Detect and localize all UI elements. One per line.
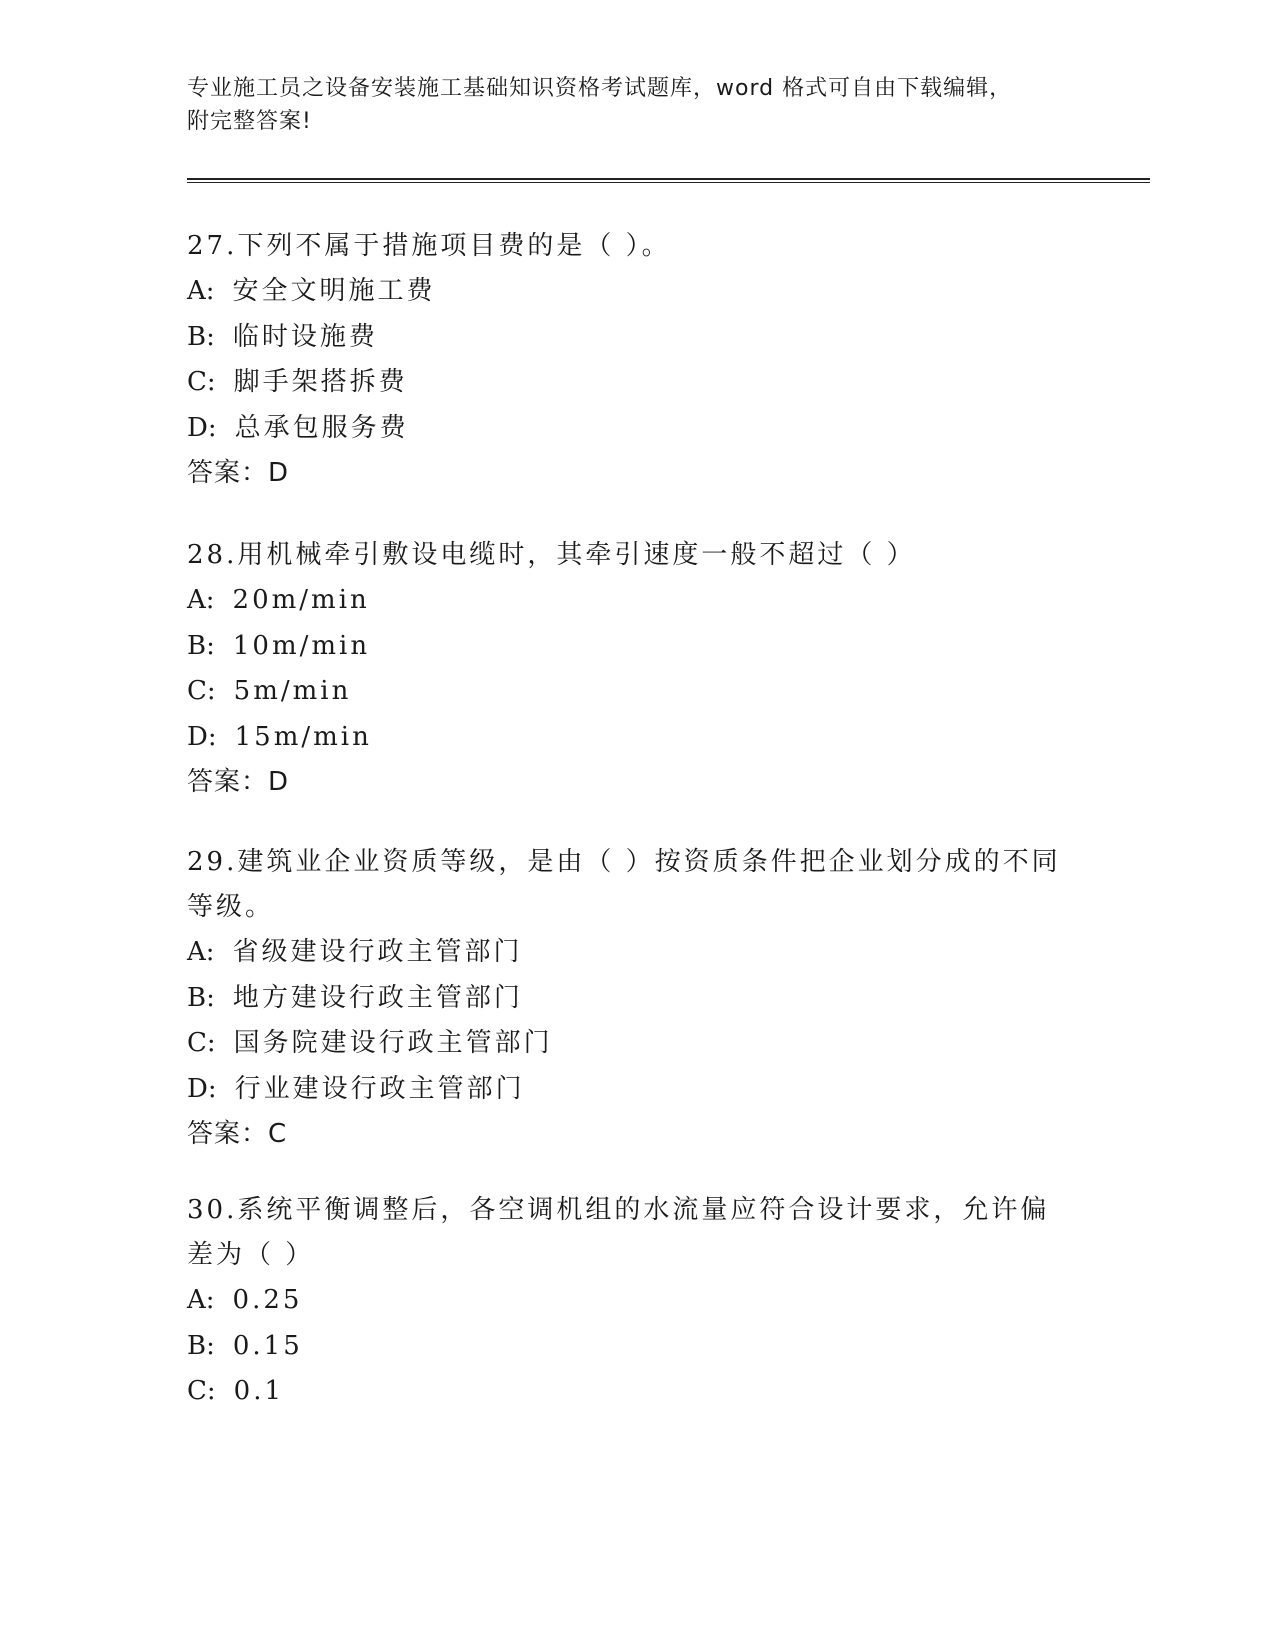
option-a xyxy=(187,1278,1067,1324)
question-28 xyxy=(187,533,1067,805)
option-text: 安全文明施工费 xyxy=(232,276,436,306)
option-letter: B: xyxy=(187,630,215,661)
option-a xyxy=(187,578,1067,624)
option-letter: C: xyxy=(187,367,216,397)
option-letter: A: xyxy=(187,585,215,615)
option-letter: C: xyxy=(187,1376,216,1406)
option-text: 5m/min xyxy=(233,676,352,706)
header-line-1: 专业施工员之设备安装施工基础知识资格考试题库，word 格式可自由下载编辑， xyxy=(187,76,1013,101)
option-letter: B: xyxy=(187,321,215,352)
answer-label: 答案：D xyxy=(187,458,290,488)
option-b xyxy=(187,976,1067,1022)
option-d xyxy=(187,1067,1067,1113)
question-stem: 28.用机械牵引敷设电缆时，其牵引速度一般不超过（ ） xyxy=(187,540,916,570)
option-d xyxy=(187,715,1067,761)
option-c xyxy=(187,669,1067,715)
option-letter: A: xyxy=(187,1285,215,1315)
question-stem: 30.系统平衡调整后，各空调机组的水流量应符合设计要求，允许偏差为（ ） xyxy=(187,1195,1050,1270)
question-stem: 29.建筑业企业资质等级，是由（ ）按资质条件把企业划分成的不同等级。 xyxy=(187,847,1061,922)
option-letter: B: xyxy=(187,982,215,1013)
option-letter: D: xyxy=(187,1073,217,1104)
option-b xyxy=(187,624,1067,670)
option-b xyxy=(187,1324,1067,1370)
option-letter: D: xyxy=(187,721,217,752)
option-text: 0.15 xyxy=(232,1330,303,1361)
question-30 xyxy=(187,1188,1067,1415)
option-text: 临时设施费 xyxy=(232,321,378,352)
question-29 xyxy=(187,840,1067,1157)
option-text: 脚手架搭拆费 xyxy=(233,367,408,397)
option-text: 10m/min xyxy=(232,630,371,661)
option-text: 行业建设行政主管部门 xyxy=(234,1073,525,1104)
option-text: 总承包服务费 xyxy=(234,412,409,443)
question-27 xyxy=(187,224,1067,496)
option-text: 国务院建设行政主管部门 xyxy=(233,1028,553,1058)
option-c xyxy=(187,360,1067,406)
option-letter: C: xyxy=(187,1028,216,1058)
answer-label: 答案：C xyxy=(187,1119,288,1149)
option-text: 省级建设行政主管部门 xyxy=(232,937,523,967)
option-d xyxy=(187,406,1067,452)
answer-label: 答案：D xyxy=(187,767,290,797)
option-text: 20m/min xyxy=(232,585,370,615)
option-letter: B: xyxy=(187,1330,215,1361)
option-text: 0.1 xyxy=(233,1376,285,1406)
option-letter: A: xyxy=(187,937,215,967)
option-text: 地方建设行政主管部门 xyxy=(232,982,523,1013)
option-c xyxy=(187,1369,1067,1415)
option-letter: D: xyxy=(187,412,217,443)
option-letter: A: xyxy=(187,276,215,306)
option-a xyxy=(187,269,1067,315)
header-line-2: 附完整答案! xyxy=(187,109,312,134)
option-c xyxy=(187,1021,1067,1067)
document-header xyxy=(187,72,1067,138)
question-stem: 27.下列不属于措施项目费的是（ ）。 xyxy=(187,231,671,261)
option-text: 0.25 xyxy=(232,1285,303,1315)
option-a xyxy=(187,930,1067,976)
option-letter: C: xyxy=(187,676,216,706)
option-text: 15m/min xyxy=(234,721,372,752)
header-divider xyxy=(187,178,1150,183)
option-b xyxy=(187,315,1067,361)
